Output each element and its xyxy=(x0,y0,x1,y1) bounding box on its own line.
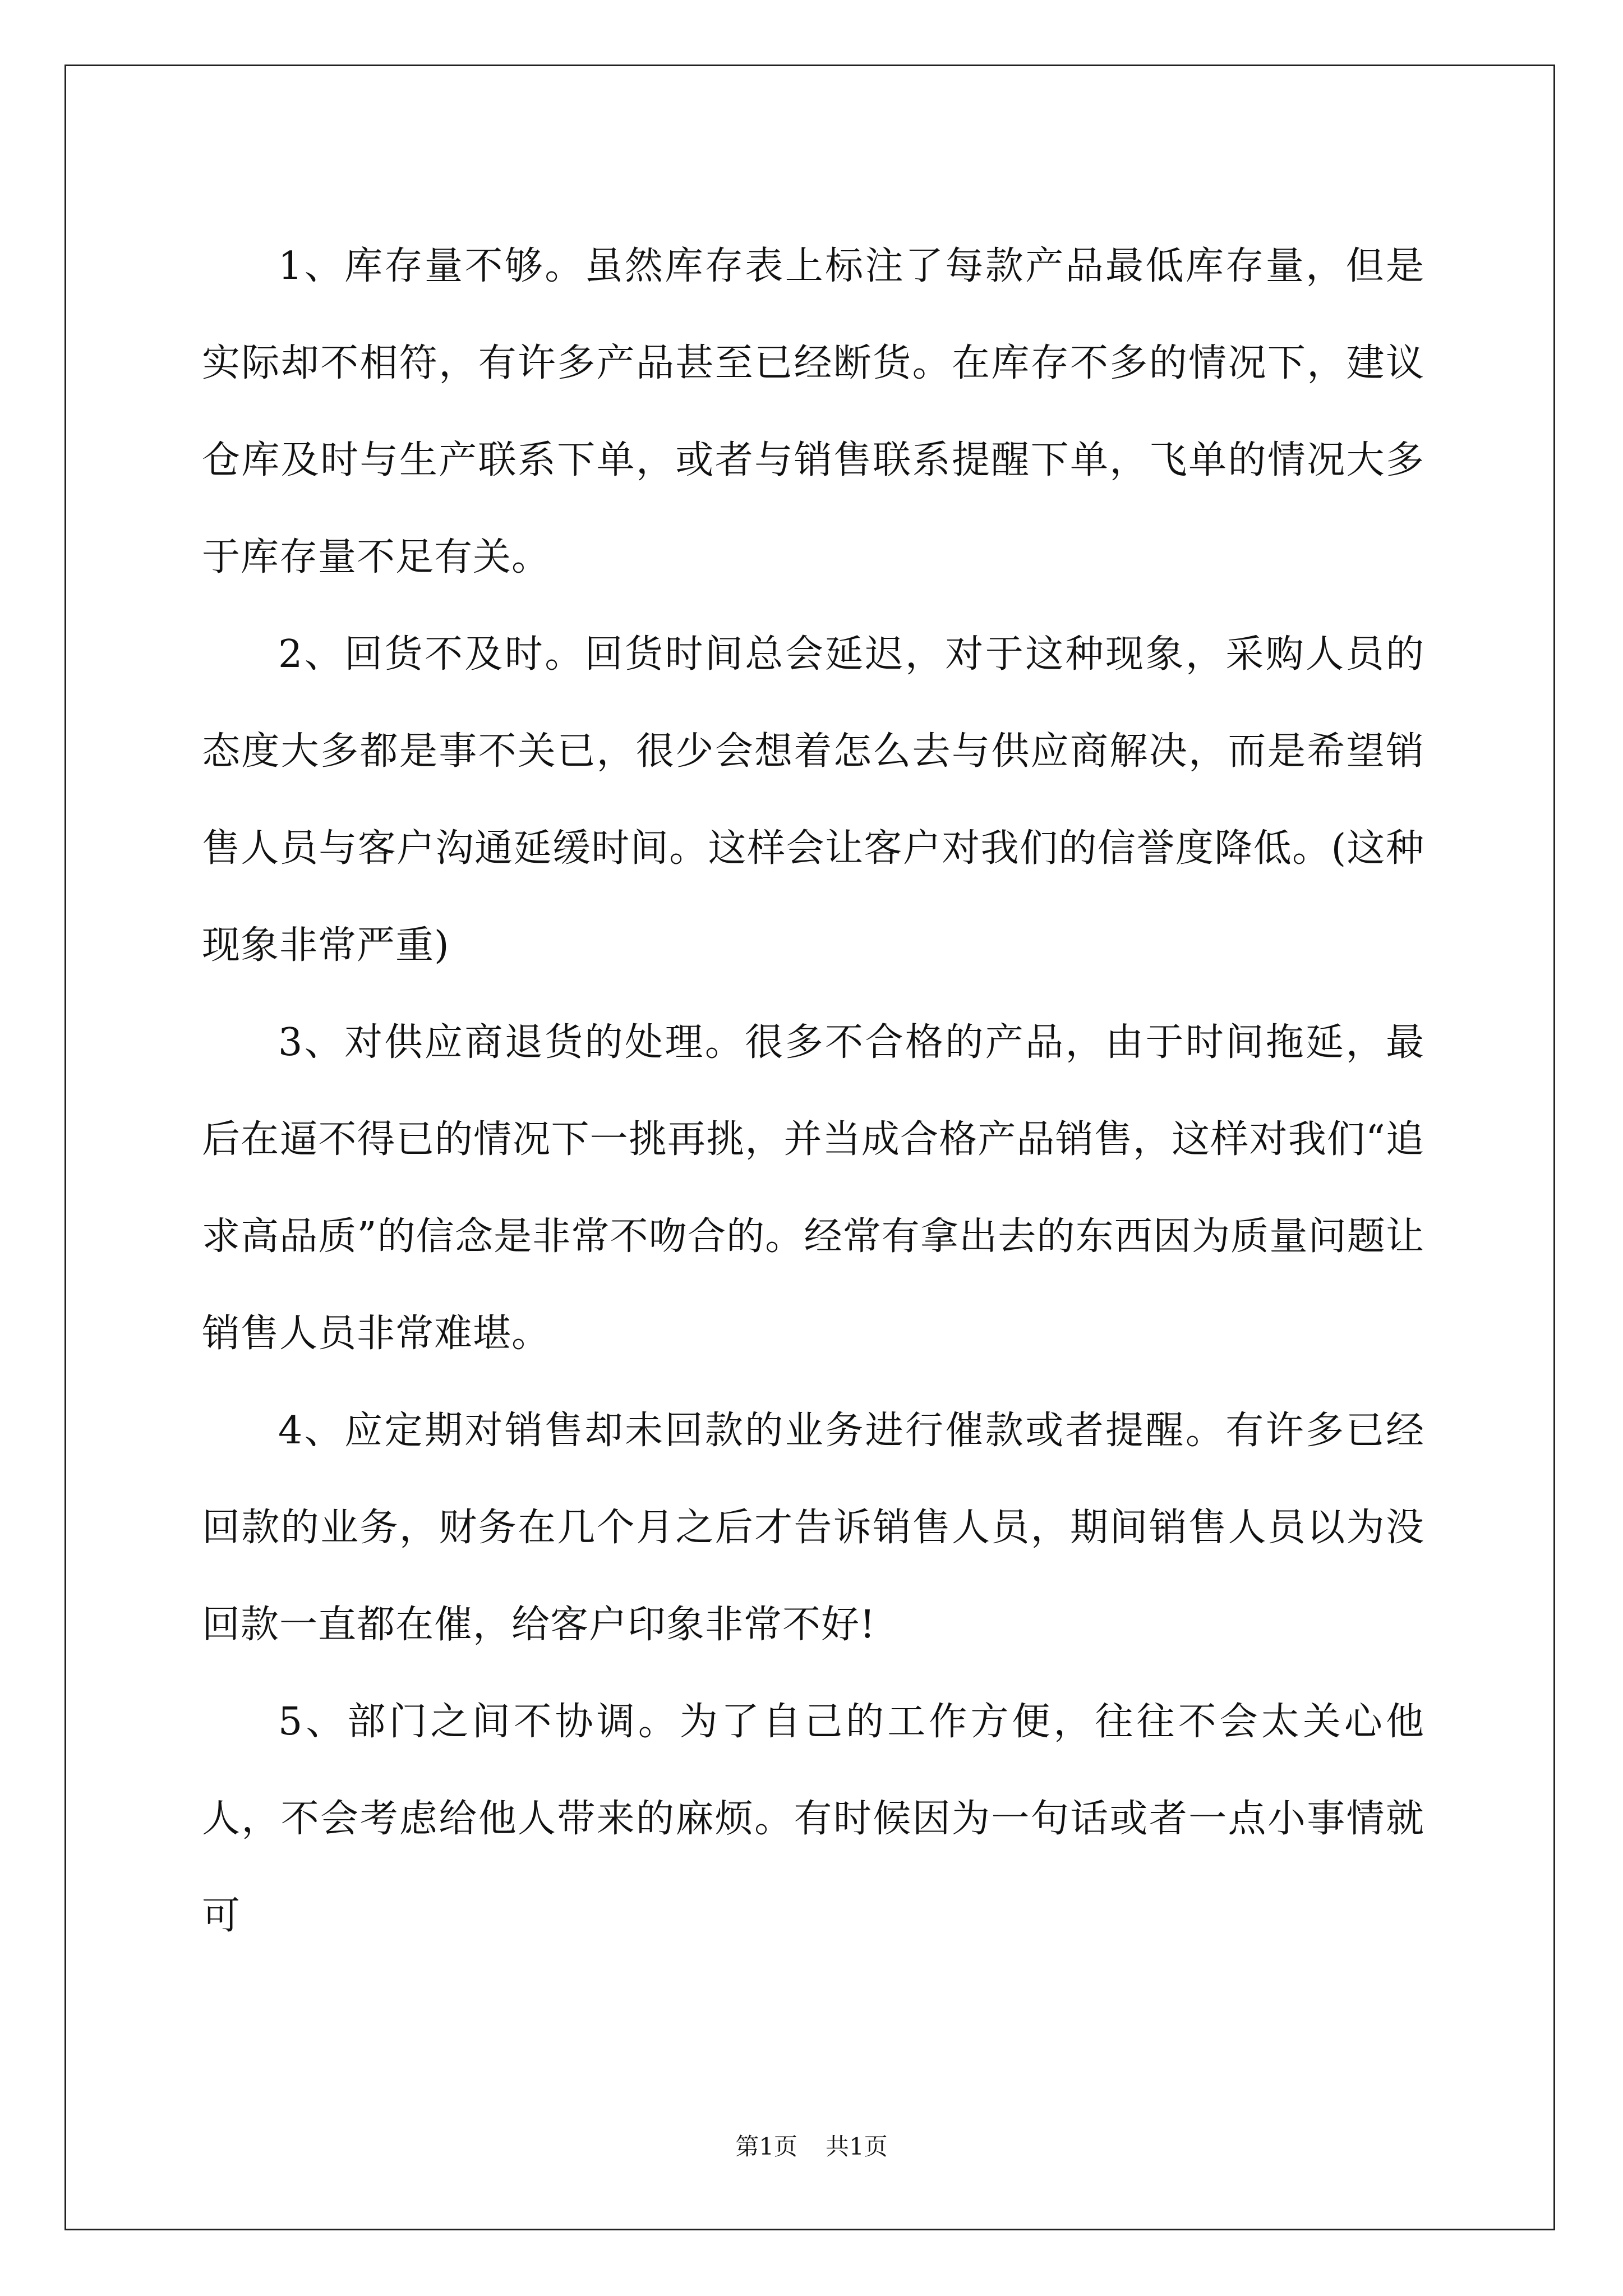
paragraph-1: 1、库存量不够。虽然库存表上标注了每款产品最低库存量，但是实际却不相符，有许多产品甚至已经断货。在库存不多的情况下，建议仓库及时与生产联系下单，或者与销售联系提醒下单，飞单的情况大多于库存量不足有关。 xyxy=(202,244,1424,579)
page-number-total: 共1页 xyxy=(826,2133,888,2160)
document-body xyxy=(202,218,1424,1964)
page-number-current: 第1页 xyxy=(735,2133,797,2160)
paragraph-5: 5、部门之间不协调。为了自己的工作方便，往往不会太关心他人，不会考虑给他人带来的麻烦。有时候因为一句话或者一点小事情就可 xyxy=(202,1700,1424,1938)
paragraph-2: 2、回货不及时。回货时间总会延迟，对于这种现象，采购人员的态度大多都是事不关已，很少会想着怎么去与供应商解决，而是希望销售人员与客户沟通延缓时间。这样会让客户对我们的信誉度降低。(这种现象非常严重) xyxy=(202,632,1424,968)
page-footer xyxy=(0,2130,1623,2164)
paragraph-3: 3、对供应商退货的处理。很多不合格的产品，由于时间拖延，最后在逼不得已的情况下一挑再挑，并当成合格产品销售，这样对我们“追求高品质”的信念是非常不吻合的。经常有拿出去的东西因为质量问题让销售人员非常难堪。 xyxy=(202,1020,1424,1356)
paragraph-4: 4、应定期对销售却未回款的业务进行催款或者提醒。有许多已经回款的业务，财务在几个月之后才告诉销售人员，期间销售人员以为没回款一直都在催，给客户印象非常不好! xyxy=(202,1409,1424,1647)
